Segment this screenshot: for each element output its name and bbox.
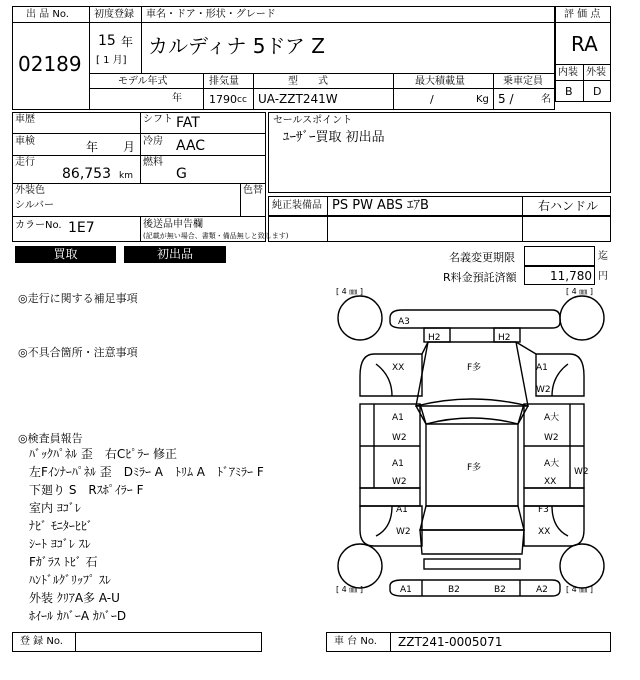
color-value: シルバー bbox=[15, 200, 55, 211]
recycle-unit: 円 bbox=[598, 271, 608, 282]
mark-left-rear-door-1: A1 bbox=[392, 459, 404, 469]
mark-rear-bumper-left: A1 bbox=[400, 585, 412, 595]
mark-headlight-left: H2 bbox=[428, 333, 441, 343]
displacement-label: 排気量 bbox=[209, 76, 239, 87]
mark-left-front-door-2: W2 bbox=[392, 433, 407, 443]
inspector-title: ◎検査員報告 bbox=[18, 432, 83, 445]
tire-label-rl: [ 4 ㎜ ] bbox=[336, 585, 363, 594]
fuel-label: 燃料 bbox=[143, 157, 163, 168]
inspector-line: ﾅﾋﾞ ﾓﾆﾀｰﾋﾋﾞ bbox=[29, 519, 93, 533]
inspector-line: Fｶﾞﾗｽ ﾄﾋﾞ 石 bbox=[29, 555, 98, 569]
displacement-unit: cc bbox=[237, 95, 247, 105]
mark-right-front-door-2: W2 bbox=[544, 433, 559, 443]
car-name: カルディナ 5ドア Z bbox=[148, 34, 325, 58]
sales-point-value: ﾕｰｻﾞｰ買取 初出品 bbox=[283, 130, 385, 145]
rear-bumper bbox=[390, 580, 560, 596]
mark-hood: F多 bbox=[467, 363, 482, 373]
car-damage-diagram bbox=[330, 284, 612, 602]
chassis-label: 車 台 No. bbox=[334, 636, 377, 647]
inspector-line: ﾊﾞｯｸﾊﾟﾈﾙ 歪 右Cﾋﾟﾗｰ 修正 bbox=[29, 447, 178, 461]
inspection-label: 車検 bbox=[15, 136, 35, 147]
front-bumper bbox=[390, 310, 560, 328]
right-rear-arch bbox=[552, 506, 568, 536]
mark-left-rear-fender-2: W2 bbox=[396, 527, 411, 537]
panel-rear-glass bbox=[420, 506, 524, 530]
repaint-label: 色替 bbox=[243, 185, 263, 196]
mark-right-front-door-1: A大 bbox=[544, 413, 560, 423]
tag-first-listing: 初出品 bbox=[124, 246, 226, 263]
inspector-line: 下廻り S Rｽﾎﾟｲﾗｰ F bbox=[29, 483, 144, 497]
name-change-box bbox=[524, 246, 595, 266]
panel-back-door bbox=[420, 530, 524, 554]
exterior-label: 外装 bbox=[586, 67, 606, 78]
mark-front-bumper: A3 bbox=[398, 317, 410, 327]
mark-right-rear-fender-1: F3 bbox=[538, 505, 549, 515]
mark-right-side: W2 bbox=[574, 467, 589, 477]
shift-label: シフト bbox=[143, 114, 173, 125]
right-front-arch bbox=[552, 364, 568, 396]
panel-hood bbox=[416, 342, 528, 406]
hood-edge-right bbox=[516, 342, 536, 354]
panel-right-rear-fender bbox=[524, 506, 584, 546]
inspector-line: 左Fｲﾝﾅｰﾊﾟﾈﾙ 歪 Dﾐﾗｰ A ﾄﾘﾑ A ﾄﾞｱﾐﾗｰ F bbox=[29, 465, 264, 479]
capacity-label: 乗車定員 bbox=[503, 76, 543, 87]
max-load-value: / bbox=[430, 93, 434, 106]
mark-right-rear-door-1: A大 bbox=[544, 459, 560, 469]
mark-right-front-fender-2: W2 bbox=[536, 385, 551, 395]
mark-left-rear-fender-1: A1 bbox=[396, 505, 408, 515]
mark-right-rear-door-2: XX bbox=[544, 477, 557, 487]
left-rear-arch bbox=[376, 506, 392, 536]
tire-front-left bbox=[338, 296, 382, 340]
driving-notes-title: ◎走行に関する補足事項 bbox=[18, 292, 138, 305]
inspector-line: ｼｰﾄ ﾖｺﾞﾚ ｽﾚ bbox=[29, 537, 91, 551]
color-no-label: カラーNo. bbox=[15, 220, 62, 231]
tire-label-fr: [ 4 ㎜ ] bbox=[566, 287, 593, 296]
name-change-label: 名義変更期限 bbox=[449, 251, 515, 264]
grade-value: RA bbox=[571, 32, 598, 56]
interior-label: 内装 bbox=[558, 67, 578, 78]
inspector-line: ﾊﾝﾄﾞﾙｸﾞﾘｯﾌﾟ ｽﾚ bbox=[29, 573, 111, 587]
first-reg-month: [ 1 月] bbox=[96, 55, 127, 66]
max-load-label: 最大積載量 bbox=[415, 76, 465, 87]
tire-label-rr: [ 4 ㎜ ] bbox=[566, 585, 593, 594]
panel-right-rear-door bbox=[524, 488, 584, 506]
mark-right-rear-fender-2: XX bbox=[538, 527, 551, 537]
mark-roof: F多 bbox=[467, 463, 482, 473]
mark-right-front-fender-1: A1 bbox=[536, 363, 548, 373]
blank-row-box bbox=[268, 216, 611, 242]
equipment-label: 純正装備品 bbox=[272, 200, 322, 211]
shift-value: FAT bbox=[176, 115, 200, 131]
model-code: UA-ZZT241W bbox=[258, 92, 338, 106]
tag-buyback: 買取 bbox=[15, 246, 116, 263]
displacement-value: 1790 bbox=[209, 93, 237, 106]
type-label: 型 式 bbox=[288, 76, 328, 87]
left-front-arch bbox=[376, 364, 392, 396]
mileage-label: 走行 bbox=[15, 157, 35, 168]
grade-label: 評 価 点 bbox=[564, 9, 601, 20]
panel-windshield bbox=[416, 399, 528, 424]
model-year-label: モデル年式 bbox=[118, 76, 168, 87]
reg-no-label: 登 録 No. bbox=[20, 636, 63, 647]
mark-rear-bumper-right: A2 bbox=[536, 585, 548, 595]
first-reg-year-unit: 年 bbox=[121, 35, 134, 49]
inspector-line: ﾎｲｰﾙ ｶﾊﾞｰA ｶﾊﾞｰD bbox=[29, 609, 127, 623]
mark-left-front-door-1: A1 bbox=[392, 413, 404, 423]
capacity-unit: 名 bbox=[541, 94, 551, 105]
tire-front-right bbox=[560, 296, 604, 340]
tire-rear-right bbox=[560, 544, 604, 588]
ac-value: AAC bbox=[176, 138, 206, 154]
lot-no-label: 出 品 No. bbox=[26, 9, 69, 20]
mark-left-front-fender: XX bbox=[392, 363, 405, 373]
interior-grade: B bbox=[565, 85, 573, 98]
recycle-value: 11,780 bbox=[550, 269, 592, 283]
sales-point-label: セールスポイント bbox=[273, 115, 353, 126]
inspector-line: 室内 ﾖｺﾞﾚ bbox=[29, 501, 81, 515]
mark-rear-bumper-center-1: B2 bbox=[448, 585, 460, 595]
rear-garnish bbox=[424, 559, 520, 569]
first-reg-label: 初度登録 bbox=[94, 9, 134, 20]
after-report-note: (記載が無い場合、書類・備品無しと致します) bbox=[143, 232, 289, 240]
chassis-no: ZZT241-0005071 bbox=[398, 635, 503, 649]
inspector-line: 外装 ｸﾘｱA多 A-U bbox=[29, 591, 120, 605]
fuel-value: G bbox=[176, 166, 187, 182]
name-change-unit: 迄 bbox=[598, 251, 608, 262]
equipment-value: PS PW ABS ｴｱB bbox=[332, 198, 429, 213]
mark-left-rear-door-2: W2 bbox=[392, 477, 407, 487]
lot-no: 02189 bbox=[18, 52, 82, 76]
mileage-unit: km bbox=[119, 171, 133, 181]
first-reg-year: 15 bbox=[98, 33, 116, 49]
tire-rear-left bbox=[338, 544, 382, 588]
color-no-value: 1E7 bbox=[68, 220, 95, 236]
ac-label: 冷房 bbox=[143, 136, 163, 147]
history-label: 車歴 bbox=[15, 114, 35, 125]
after-report-label: 後送品申告欄 bbox=[143, 219, 203, 230]
mark-headlight-right: H2 bbox=[498, 333, 511, 343]
panel-left-rear-door bbox=[360, 488, 420, 506]
car-name-label: 車名・ドア・形状・グレード bbox=[146, 9, 276, 20]
inspection-year: 年 bbox=[86, 140, 99, 154]
color-label: 外装色 bbox=[15, 185, 45, 196]
inspection-month: 月 bbox=[123, 140, 136, 154]
mark-rear-bumper-center-2: B2 bbox=[494, 585, 506, 595]
steering-value: 右ハンドル bbox=[538, 199, 599, 213]
tire-label-fl: [ 4 ㎜ ] bbox=[336, 287, 363, 296]
exterior-grade: D bbox=[593, 85, 602, 98]
capacity-value: 5 / bbox=[498, 92, 514, 106]
mileage-value: 86,753 bbox=[62, 166, 111, 182]
max-load-unit: Kg bbox=[476, 94, 489, 105]
recycle-label: R料金預託済額 bbox=[443, 271, 517, 284]
defects-title: ◎不具合箇所・注意事項 bbox=[18, 346, 138, 359]
model-year-unit: 年 bbox=[172, 93, 182, 104]
